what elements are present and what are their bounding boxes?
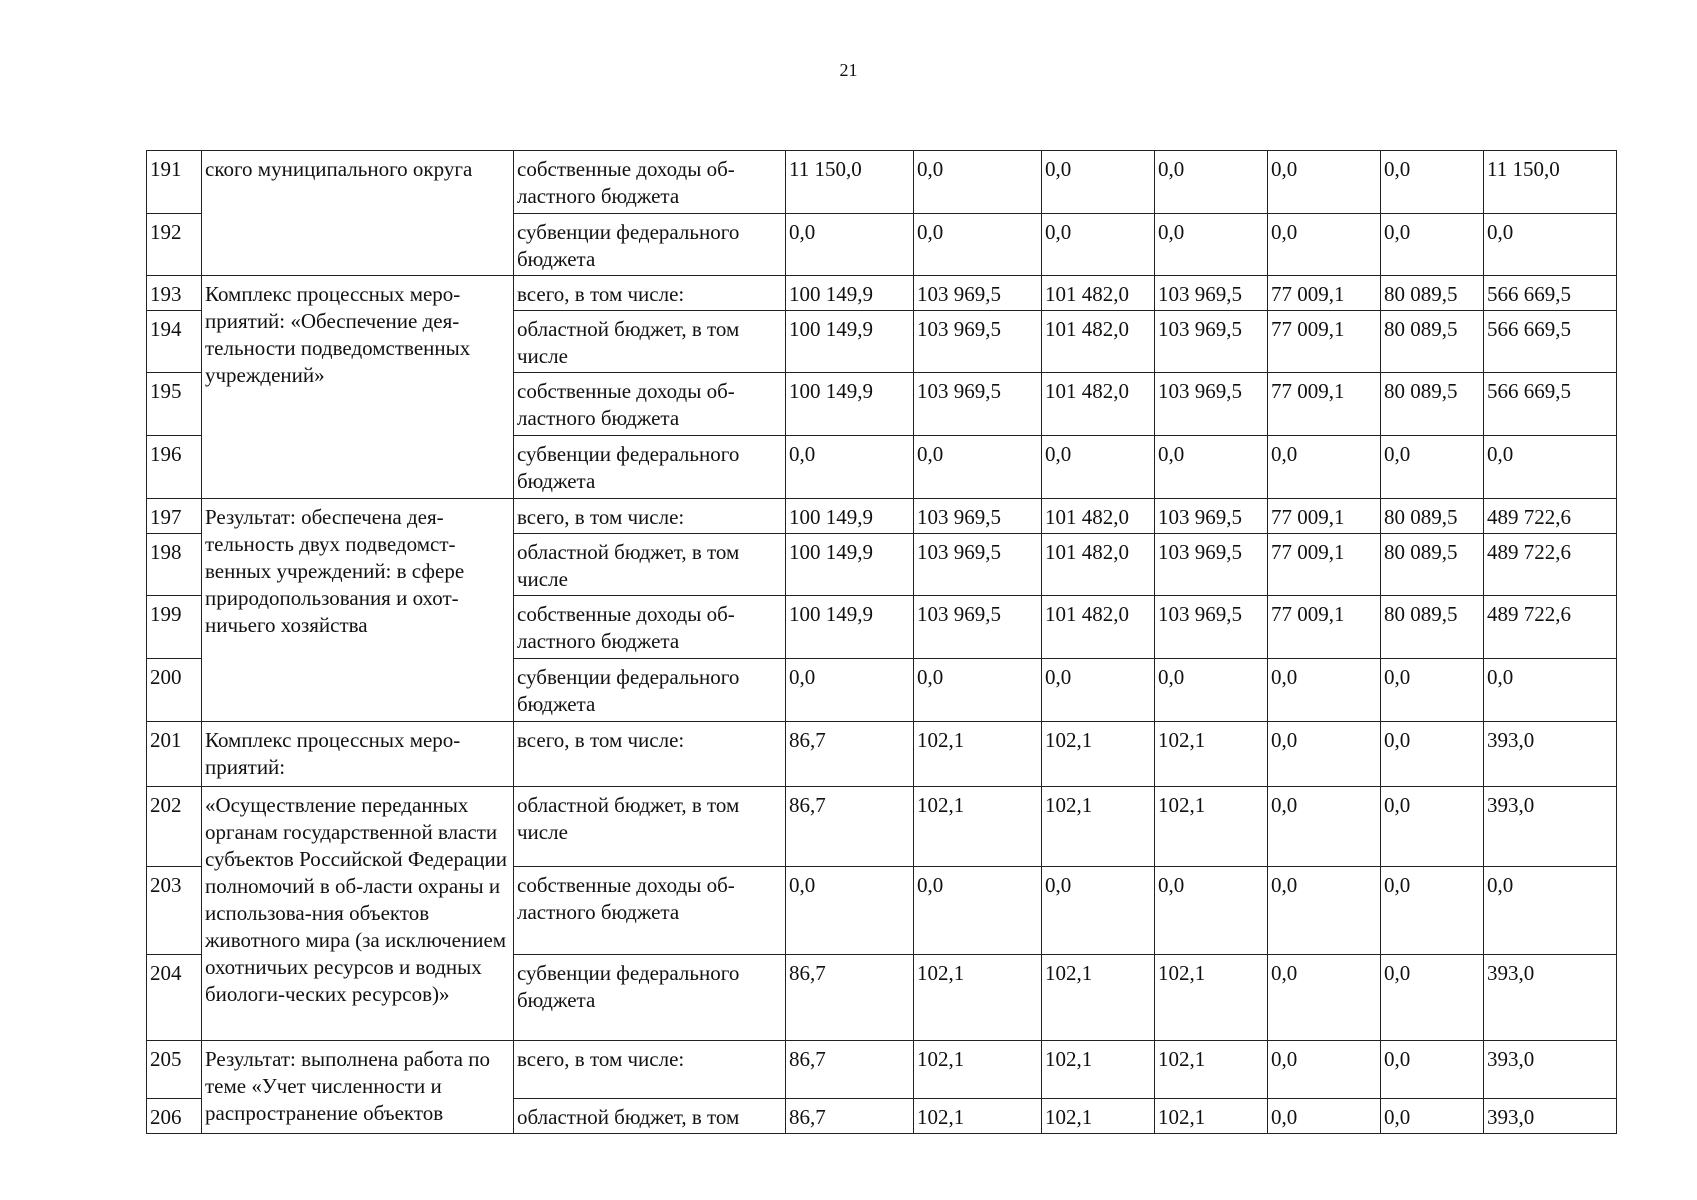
activity-name: Результат: обеспечена дея-тельность двух подведомст-венных учреждений: в сфере природопользования и охот-ничьего хозяйства <box>202 499 514 722</box>
year-value: 0,0 <box>1381 436 1484 499</box>
year-value: 102,1 <box>914 722 1042 787</box>
year-value: 0,0 <box>1268 436 1381 499</box>
funding-source: субвенции федерального бюджета <box>514 659 786 722</box>
total-value: 393,0 <box>1484 1041 1617 1099</box>
year-value: 101 482,0 <box>1042 311 1155 373</box>
total-value: 566 669,5 <box>1484 311 1617 373</box>
funding-source: собственные доходы об-ластного бюджета <box>514 373 786 436</box>
year-value: 0,0 <box>1268 867 1381 955</box>
funding-source: собственные доходы об-ластного бюджета <box>514 867 786 955</box>
total-value: 0,0 <box>1484 214 1617 276</box>
table-row <box>147 787 1617 867</box>
row-number: 200 <box>147 659 202 722</box>
year-value: 103 969,5 <box>914 499 1042 534</box>
year-value: 77 009,1 <box>1268 499 1381 534</box>
year-value: 103 969,5 <box>1155 311 1268 373</box>
year-value: 0,0 <box>914 151 1042 214</box>
row-number: 191 <box>147 151 202 214</box>
year-value: 0,0 <box>786 436 914 499</box>
year-value: 103 969,5 <box>914 534 1042 596</box>
year-value: 80 089,5 <box>1381 276 1484 311</box>
activity-name: Комплекс процессных меро-приятий: «Обеспечение дея-тельности подведомственных учреждений» <box>202 276 514 499</box>
year-value: 102,1 <box>914 1099 1042 1134</box>
total-value: 393,0 <box>1484 1099 1617 1134</box>
year-value: 102,1 <box>1155 1041 1268 1099</box>
total-value: 393,0 <box>1484 787 1617 867</box>
year-value: 0,0 <box>1268 1041 1381 1099</box>
year-value: 101 482,0 <box>1042 534 1155 596</box>
funding-source: всего, в том числе: <box>514 499 786 534</box>
year-value: 0,0 <box>1155 867 1268 955</box>
funding-source: субвенции федерального бюджета <box>514 436 786 499</box>
year-value: 0,0 <box>786 659 914 722</box>
year-value: 0,0 <box>1042 151 1155 214</box>
funding-source: субвенции федерального бюджета <box>514 214 786 276</box>
total-value: 0,0 <box>1484 867 1617 955</box>
funding-source: областной бюджет, в том числе <box>514 311 786 373</box>
year-value: 102,1 <box>1042 1099 1155 1134</box>
year-value: 77 009,1 <box>1268 534 1381 596</box>
year-value: 77 009,1 <box>1268 311 1381 373</box>
year-value: 0,0 <box>1042 436 1155 499</box>
table-body <box>147 151 1617 1134</box>
year-value: 103 969,5 <box>1155 596 1268 659</box>
row-number: 197 <box>147 499 202 534</box>
funding-source: собственные доходы об-ластного бюджета <box>514 151 786 214</box>
year-value: 100 149,9 <box>786 596 914 659</box>
year-value: 0,0 <box>1381 787 1484 867</box>
table-row <box>147 722 1617 787</box>
year-value: 103 969,5 <box>1155 534 1268 596</box>
total-value: 489 722,6 <box>1484 499 1617 534</box>
year-value: 0,0 <box>914 214 1042 276</box>
year-value: 103 969,5 <box>1155 276 1268 311</box>
funding-source: субвенции федерального бюджета <box>514 955 786 1041</box>
total-value: 0,0 <box>1484 659 1617 722</box>
year-value: 0,0 <box>914 659 1042 722</box>
funding-source: всего, в том числе: <box>514 722 786 787</box>
year-value: 80 089,5 <box>1381 311 1484 373</box>
year-value: 0,0 <box>1268 214 1381 276</box>
year-value: 0,0 <box>786 867 914 955</box>
funding-source: областной бюджет, в том числе <box>514 534 786 596</box>
year-value: 0,0 <box>1268 659 1381 722</box>
row-number: 206 <box>147 1099 202 1134</box>
page-number: 21 <box>839 60 858 80</box>
year-value: 0,0 <box>1268 722 1381 787</box>
year-value: 0,0 <box>1268 151 1381 214</box>
year-value: 0,0 <box>1155 214 1268 276</box>
row-number: 194 <box>147 311 202 373</box>
year-value: 102,1 <box>914 955 1042 1041</box>
year-value: 80 089,5 <box>1381 373 1484 436</box>
year-value: 0,0 <box>914 867 1042 955</box>
year-value: 0,0 <box>1155 659 1268 722</box>
year-value: 100 149,9 <box>786 311 914 373</box>
year-value: 80 089,5 <box>1381 534 1484 596</box>
year-value: 0,0 <box>1268 787 1381 867</box>
table-row <box>147 1041 1617 1099</box>
year-value: 0,0 <box>914 436 1042 499</box>
year-value: 0,0 <box>1042 214 1155 276</box>
year-value: 100 149,9 <box>786 534 914 596</box>
total-value: 489 722,6 <box>1484 596 1617 659</box>
row-number: 193 <box>147 276 202 311</box>
year-value: 102,1 <box>1155 722 1268 787</box>
year-value: 0,0 <box>1381 151 1484 214</box>
row-number: 205 <box>147 1041 202 1099</box>
total-value: 393,0 <box>1484 722 1617 787</box>
row-number: 192 <box>147 214 202 276</box>
row-number: 195 <box>147 373 202 436</box>
year-value: 0,0 <box>1381 867 1484 955</box>
year-value: 0,0 <box>1381 1099 1484 1134</box>
row-number: 202 <box>147 787 202 867</box>
total-value: 393,0 <box>1484 955 1617 1041</box>
total-value: 11 150,0 <box>1484 151 1617 214</box>
row-number: 199 <box>147 596 202 659</box>
year-value: 77 009,1 <box>1268 276 1381 311</box>
year-value: 100 149,9 <box>786 373 914 436</box>
funding-source: областной бюджет, в том <box>514 1099 786 1134</box>
year-value: 0,0 <box>1268 1099 1381 1134</box>
year-value: 101 482,0 <box>1042 499 1155 534</box>
year-value: 0,0 <box>1381 722 1484 787</box>
year-value: 103 969,5 <box>914 311 1042 373</box>
year-value: 103 969,5 <box>914 276 1042 311</box>
year-value: 0,0 <box>1268 955 1381 1041</box>
year-value: 0,0 <box>1381 214 1484 276</box>
year-value: 77 009,1 <box>1268 596 1381 659</box>
year-value: 102,1 <box>1042 787 1155 867</box>
table-row <box>147 499 1617 534</box>
total-value: 489 722,6 <box>1484 534 1617 596</box>
year-value: 102,1 <box>1042 1041 1155 1099</box>
year-value: 86,7 <box>786 1041 914 1099</box>
year-value: 102,1 <box>1042 722 1155 787</box>
year-value: 0,0 <box>786 214 914 276</box>
year-value: 101 482,0 <box>1042 276 1155 311</box>
year-value: 102,1 <box>914 787 1042 867</box>
year-value: 0,0 <box>1042 867 1155 955</box>
activity-name: Результат: выполнена работа по теме «Учет численности и распространение объектов <box>202 1041 514 1134</box>
total-value: 566 669,5 <box>1484 276 1617 311</box>
year-value: 102,1 <box>1042 955 1155 1041</box>
activity-name: «Осуществление переданных органам государственной власти субъектов Российской Федерации полномочий в об-ласти охраны и использова-ния объектов животного мира (за исключением охотничьих ресурсов и водных биологи-ческих ресурсов)» <box>202 787 514 1041</box>
year-value: 100 149,9 <box>786 499 914 534</box>
row-number: 201 <box>147 722 202 787</box>
funding-source: всего, в том числе: <box>514 276 786 311</box>
year-value: 103 969,5 <box>1155 499 1268 534</box>
activity-name: Комплекс процессных меро-приятий: <box>202 722 514 787</box>
year-value: 102,1 <box>1155 955 1268 1041</box>
table-row <box>147 151 1617 214</box>
funding-source: всего, в том числе: <box>514 1041 786 1099</box>
year-value: 103 969,5 <box>914 373 1042 436</box>
year-value: 101 482,0 <box>1042 596 1155 659</box>
year-value: 80 089,5 <box>1381 499 1484 534</box>
year-value: 103 969,5 <box>1155 373 1268 436</box>
row-number: 198 <box>147 534 202 596</box>
total-value: 566 669,5 <box>1484 373 1617 436</box>
year-value: 0,0 <box>1381 1041 1484 1099</box>
year-value: 0,0 <box>1042 659 1155 722</box>
year-value: 86,7 <box>786 1099 914 1134</box>
year-value: 0,0 <box>1155 436 1268 499</box>
year-value: 86,7 <box>786 955 914 1041</box>
year-value: 102,1 <box>914 1041 1042 1099</box>
year-value: 102,1 <box>1155 1099 1268 1134</box>
year-value: 101 482,0 <box>1042 373 1155 436</box>
row-number: 203 <box>147 867 202 955</box>
budget-table <box>146 150 1617 1134</box>
year-value: 103 969,5 <box>914 596 1042 659</box>
row-number: 196 <box>147 436 202 499</box>
activity-name: ского муниципального округа <box>202 151 514 276</box>
funding-source: областной бюджет, в том числе <box>514 787 786 867</box>
year-value: 77 009,1 <box>1268 373 1381 436</box>
year-value: 102,1 <box>1155 787 1268 867</box>
year-value: 86,7 <box>786 787 914 867</box>
year-value: 86,7 <box>786 722 914 787</box>
year-value: 11 150,0 <box>786 151 914 214</box>
row-number: 204 <box>147 955 202 1041</box>
year-value: 80 089,5 <box>1381 596 1484 659</box>
year-value: 0,0 <box>1381 659 1484 722</box>
year-value: 0,0 <box>1381 955 1484 1041</box>
table-row <box>147 276 1617 311</box>
funding-source: собственные доходы об-ластного бюджета <box>514 596 786 659</box>
total-value: 0,0 <box>1484 436 1617 499</box>
year-value: 100 149,9 <box>786 276 914 311</box>
year-value: 0,0 <box>1155 151 1268 214</box>
